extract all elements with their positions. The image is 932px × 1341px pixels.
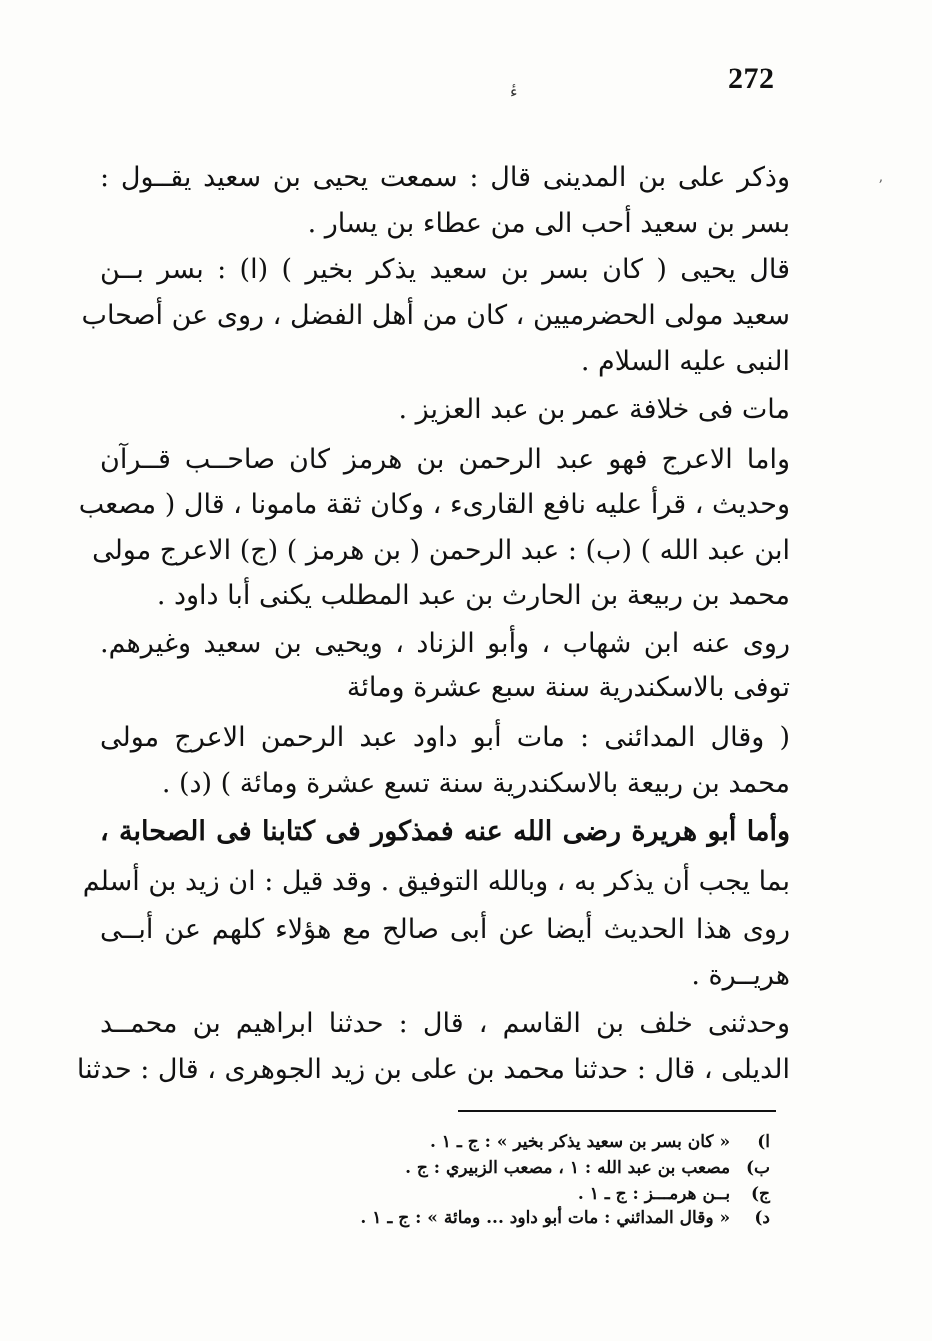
- body-line: وحديث ، قرأ عليه نافع القارىء ، وكان ثقة مامونا ، قال ( مصعب: [78, 489, 790, 520]
- footnote-mark: ج): [750, 1184, 770, 1204]
- body-line: محمد بن ربيعة بالاسكندرية سنة تسع عشرة ومائة ) (د) .: [161, 768, 790, 799]
- footnote-text: مصعب بن عبد الله : ١ ، مصعب الزبيري : ج .: [405, 1158, 731, 1178]
- body-line: محمد بن ربيعة بن الحارث بن عبد المطلب يكنى أبا داود .: [156, 580, 790, 611]
- footnote-mark: د): [754, 1208, 770, 1228]
- footnote-mark: ا): [757, 1132, 770, 1152]
- body-line: وحدثنى خلف بن القاسم ، قال : حدثنا ابراهيم بن محمــد: [100, 1008, 790, 1039]
- body-line: ( وقال المدائنى : مات أبو داود عبد الرحمن الاعرج مولى: [100, 722, 790, 753]
- body-line: ابن عبد الله ) (ب) : عبد الرحمن ( بن هرمز ) (ج) الاعرج مولى: [92, 535, 790, 566]
- page-number: 272: [728, 62, 775, 95]
- body-line: النبى عليه السلام .: [580, 346, 790, 377]
- body-line: هريــرة .: [691, 960, 790, 991]
- ink-speck: ʼ: [878, 178, 883, 194]
- footnote-text: « كان بسر بن سعيد يذكر بخير » : ج ـ ١ .: [429, 1132, 731, 1152]
- body-line: وذكر على بن المدينى قال : سمعت يحيى بن سعيد يقــول :: [100, 162, 790, 193]
- body-line: قال يحيى ( كان بسر بن سعيد يذكر بخير ) (ا) : بسر بــن: [100, 254, 790, 285]
- footnote-mark: ب): [745, 1158, 770, 1178]
- footnote: [230, 1182, 770, 1206]
- footnote: [230, 1130, 770, 1154]
- body-line: وأما أبو هريرة رضى الله عنه فمذكور فى كتابنا فى الصحابة ،: [100, 816, 790, 847]
- body-line: واما الاعرج فهو عبد الرحمن بن هرمز كان صاحــب قــرآن: [100, 444, 790, 475]
- body-line: روى عنه ابن شهاب ، وأبو الزناد ، ويحيى بن سعيد وغيرهم.: [100, 628, 790, 659]
- footnote-text: « وقال المدائني : مات أبو داود ... ومائة » : ج ـ ١ .: [360, 1208, 731, 1228]
- footnote-text: بــن هرمـــز : ج ـ ١ .: [577, 1184, 731, 1204]
- body-line: مات فى خلافة عمر بن عبد العزيز .: [398, 394, 790, 425]
- footnote: [230, 1156, 770, 1180]
- body-line: سعيد مولى الحضرميين ، كان من أهل الفضل ، روى عن أصحاب: [81, 300, 790, 331]
- body-line: روى هذا الحديث أيضا عن أبى صالح مع هؤلاء كلهم عن أبــى: [100, 914, 790, 945]
- body-line: بما يجب أن يذكر به ، وبالله التوفيق . وقد قيل : ان زيد بن أسلم: [82, 866, 790, 897]
- body-line: بسر بن سعيد أحب الى من عطاء بن يسار .: [307, 208, 790, 239]
- footnote-separator: [458, 1110, 776, 1112]
- footnote: [230, 1206, 770, 1230]
- body-line: توفى بالاسكندرية سنة سبع عشرة ومائة: [346, 672, 790, 703]
- body-line: الديلى ، قال : حدثنا محمد بن على بن زيد الجوهرى ، قال : حدثنا: [76, 1054, 790, 1085]
- ink-speck: ءٔ: [510, 82, 518, 101]
